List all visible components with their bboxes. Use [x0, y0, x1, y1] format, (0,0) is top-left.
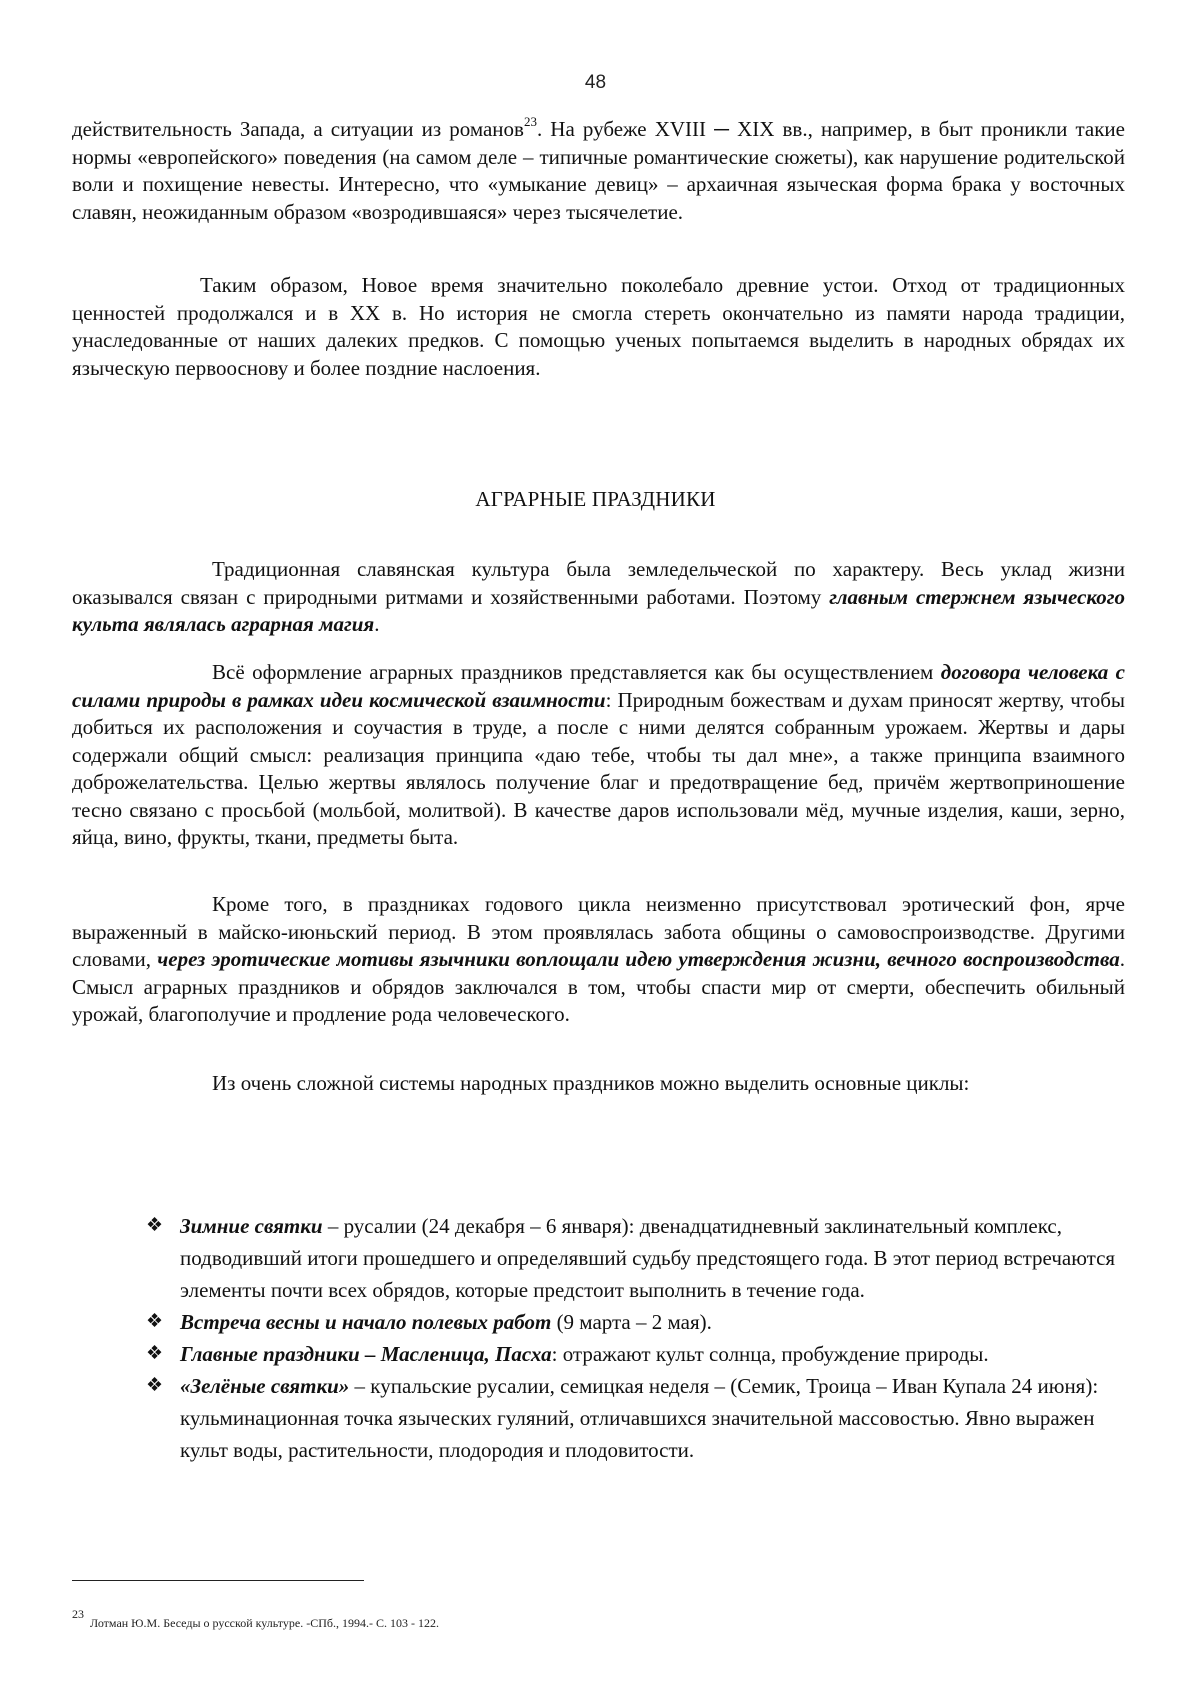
paragraph-3-emphasis: главным стержнем языческого культа являлась аграрная магия — [72, 584, 1125, 636]
list-item-title: «Зелёные святки» — [180, 1374, 350, 1398]
paragraph-3-text-a: Традиционная славянская культура была земледельческой по характеру. Весь уклад жизни оказывался связан с природными ритмами и хозяйственными работами. Поэтому — [72, 557, 1125, 609]
paragraph-2: Таким образом, Новое время значительно поколебало древние устои. Отход от традиционных ценностей продолжался и в XX в. Но история не смогла стереть окончательно из памяти народа традиции, унаследованные от наших далеких предков. С помощью ученых попытаемся выделить в народных обрядах их языческую первооснову и более поздние наслоения. — [72, 273, 1125, 380]
list-item — [140, 1370, 1125, 1466]
paragraph-4 — [72, 659, 1125, 852]
diamond-bullet-icon: ❖ — [146, 1215, 164, 1236]
list-item-text: – купальские русалии, семицкая неделя – (Семик, Троица – Иван Купала 24 июня): кульминационная точка языческих гуляний, отличавшихся значительной массовостью. Явно выражен культ воды, растительности, плодородия и плодовитости. — [180, 1374, 1099, 1462]
list-item-title: Главные праздники – Масленица, Пасха — [180, 1342, 552, 1366]
footnote-separator — [72, 1580, 364, 1581]
section-heading: АГРАРНЫЕ ПРАЗДНИКИ — [475, 487, 716, 511]
cycles-list — [140, 1210, 1125, 1466]
paragraph-5-emphasis: через эротические мотивы язычники воплощали идею утверждения жизни, вечного воспроизводства — [157, 947, 1120, 971]
paragraph-4-emphasis: договора человека с силами природы в рамках идеи космической взаимности — [72, 660, 1125, 712]
paragraph-3-text-c: . — [374, 612, 380, 636]
paragraph-5-text-a: Кроме того, в праздниках годового цикла неизменно присутствовал эротический фон, ярче выраженный в майско-июньский период. В этом проявлялась забота общины о самовоспроизводстве. Другими словами, — [72, 892, 1125, 971]
paragraph-5 — [72, 891, 1125, 1029]
diamond-bullet-icon: ❖ — [146, 1343, 164, 1364]
list-item-title: Встреча весны и начало полевых работ — [180, 1310, 552, 1334]
diamond-bullet-icon: ❖ — [146, 1311, 164, 1332]
footnote-ref-23[interactable]: 23 — [523, 114, 537, 129]
paragraph-1-text-b: . На рубеже XVIII ─ XIX вв., например, в быт проникли такие нормы «европейского» поведения (на самом деле – типичные романтические сюжеты), как нарушение родительской воли и похищение невесты. Интересно, что «умыкание девиц» – архаичная языческая форма брака у восточных славян, неожиданным образом «возродившаяся» через тысячелетие. — [72, 117, 1125, 224]
paragraph-5-text-c: . Смысл аграрных праздников и обрядов заключался в том, чтобы спасти мир от смерти, обеспечить обильный урожай, благополучие и продление рода человеческого. — [72, 947, 1125, 1026]
list-item — [140, 1210, 1125, 1306]
diamond-bullet-icon: ❖ — [146, 1375, 164, 1396]
list-item — [140, 1338, 1125, 1370]
list-item-title: Зимние святки — [180, 1214, 323, 1238]
paragraph-4-text-a: Всё оформление аграрных праздников представляется как бы осуществлением — [212, 660, 941, 684]
list-item-text: : отражают культ солнца, пробуждение природы. — [551, 1342, 989, 1366]
paragraph-1 — [72, 116, 1125, 226]
paragraph-1-text-a: действительность Запада, а ситуации из романов — [72, 117, 524, 141]
paragraph-6: Из очень сложной системы народных праздников можно выделить основные циклы: — [212, 1071, 970, 1095]
footnote — [72, 1607, 439, 1631]
page-number: 48 — [584, 72, 607, 93]
list-item — [140, 1306, 1125, 1338]
footnote-number: 23 — [72, 1607, 84, 1621]
footnote-text: Лотман Ю.М. Беседы о русской культуре. -СПб., 1994.- С. 103 - 122. — [90, 1616, 439, 1630]
paragraph-3 — [72, 556, 1125, 639]
paragraph-4-text-c: : Природным божествам и духам приносят жертву, чтобы добиться их расположения и соучастия в труде, а после с ними делятся собранным урожаем. Жертвы и дары содержали общий смысл: реализация принципа «даю тебе, чтобы ты дал мне», а также принципа взаимного доброжелательства. Целью жертвы являлось получение благ и предотвращение бед, причём жертвоприношение тесно связано с просьбой (мольбой, молитвой). В качестве даров использовали мёд, мучные изделия, каши, зерно, яйца, вино, фрукты, ткани, предметы быта. — [72, 687, 1125, 849]
list-item-text: (9 марта – 2 мая). — [551, 1310, 712, 1334]
list-item-text: – русалии (24 декабря – 6 января): двенадцатидневный заклинательный комплекс, подводивший итоги прошедшего и определявший судьбу предстоящего года. В этот период встречаются элементы почти всех обрядов, которые предстоит выполнить в течение года. — [180, 1214, 1116, 1302]
